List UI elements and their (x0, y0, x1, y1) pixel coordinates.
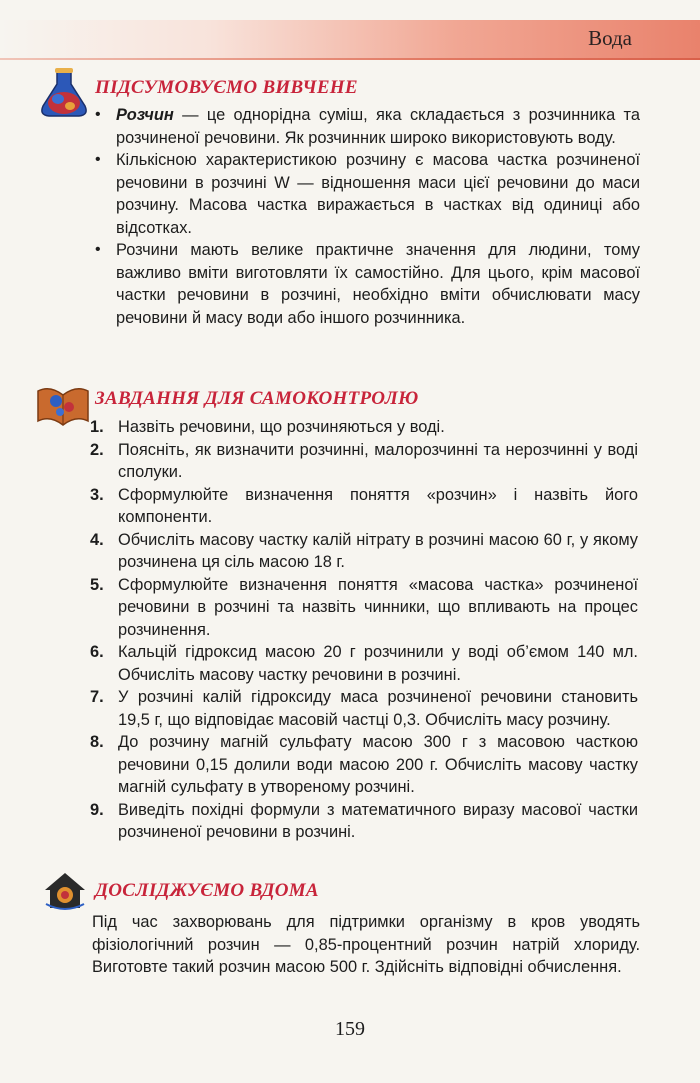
header-divider (0, 58, 700, 60)
book-icon (34, 383, 92, 427)
list-item: 2. Поясніть, як визначити розчинні, малорозчинні та нерозчинні у воді сполуки. (90, 440, 638, 481)
list-item: • Кількісною характеристикою розчину є масова частка розчиненої речовини в розчині W — відношення маси цієї речовини до маси розчину. Масова частка виражається в частках від одиниці або відсотках. (95, 151, 640, 237)
chapter-title: Вода (588, 26, 632, 50)
house-icon (40, 870, 90, 912)
list-item: 6. Кальцій гідроксид масою 20 г розчинили у воді об’ємом 140 мл. Обчисліть масову частку речовини в розчині. (90, 643, 638, 684)
list-item: 4. Обчисліть масову частку калій нітрату в розчині масою 60 г, у якому розчинена ця сіль масою 18 г. (90, 530, 638, 571)
page-number: 159 (335, 1018, 365, 1040)
list-item: • Розчин — це однорідна суміш, яка складається з розчинника та розчиненої речовини. Як розчинник широко використовують воду. (95, 106, 640, 147)
task-list (90, 416, 638, 844)
summary-list (92, 104, 640, 329)
list-item: 8. До розчину магній сульфату масою 300 г з масовою часткою речовини 0,15 долили води масою 200 г. Обчисліть масову частку магній сульфату в утвореному розчині. (90, 733, 638, 796)
list-item: • Розчини мають велике практичне значення для людини, тому важливо вміти виготовляти їх самостійно. Для цього, крім масової частки речовини в розчині, необхідно вміти обчислювати масу речовини й масу води або іншого розчинника. (95, 241, 640, 327)
home-task-text: Під час захворювань для підтримки організму в кров уводять фізіологічний розчин — 0,85-процентний розчин натрій хлориду. Виготовте такий розчин масою 500 г. Здійсніть відповідні обчислення. (92, 913, 640, 976)
list-item: 9. Виведіть похідні формули з математичного виразу масової частки розчиненої речовини в розчині. (90, 800, 638, 841)
list-item: 7. У розчині калій гідроксиду маса розчиненої речовини становить 19,5 г, що відповідає масовій частці 0,3. Обчисліть масу розчину. (90, 688, 638, 729)
list-item: 3. Сформулюйте визначення поняття «розчин» і назвіть його компоненти. (90, 485, 638, 526)
list-item: 5. Сформулюйте визначення поняття «масова частка» розчиненої речовини в розчині та назвіть чинники, що впливають на процес розчинення. (90, 575, 638, 639)
selfcheck-heading: ЗАВДАННЯ ДЛЯ САМОКОНТРОЛЮ (95, 388, 419, 409)
list-item: 1. Назвіть речовини, що розчиняються у воді. (90, 418, 445, 436)
flask-icon (38, 66, 90, 120)
home-heading: ДОСЛІДЖУЄМО ВДОМА (95, 880, 319, 901)
summary-heading: ПІДСУМОВУЄМО ВИВЧЕНЕ (95, 77, 358, 98)
